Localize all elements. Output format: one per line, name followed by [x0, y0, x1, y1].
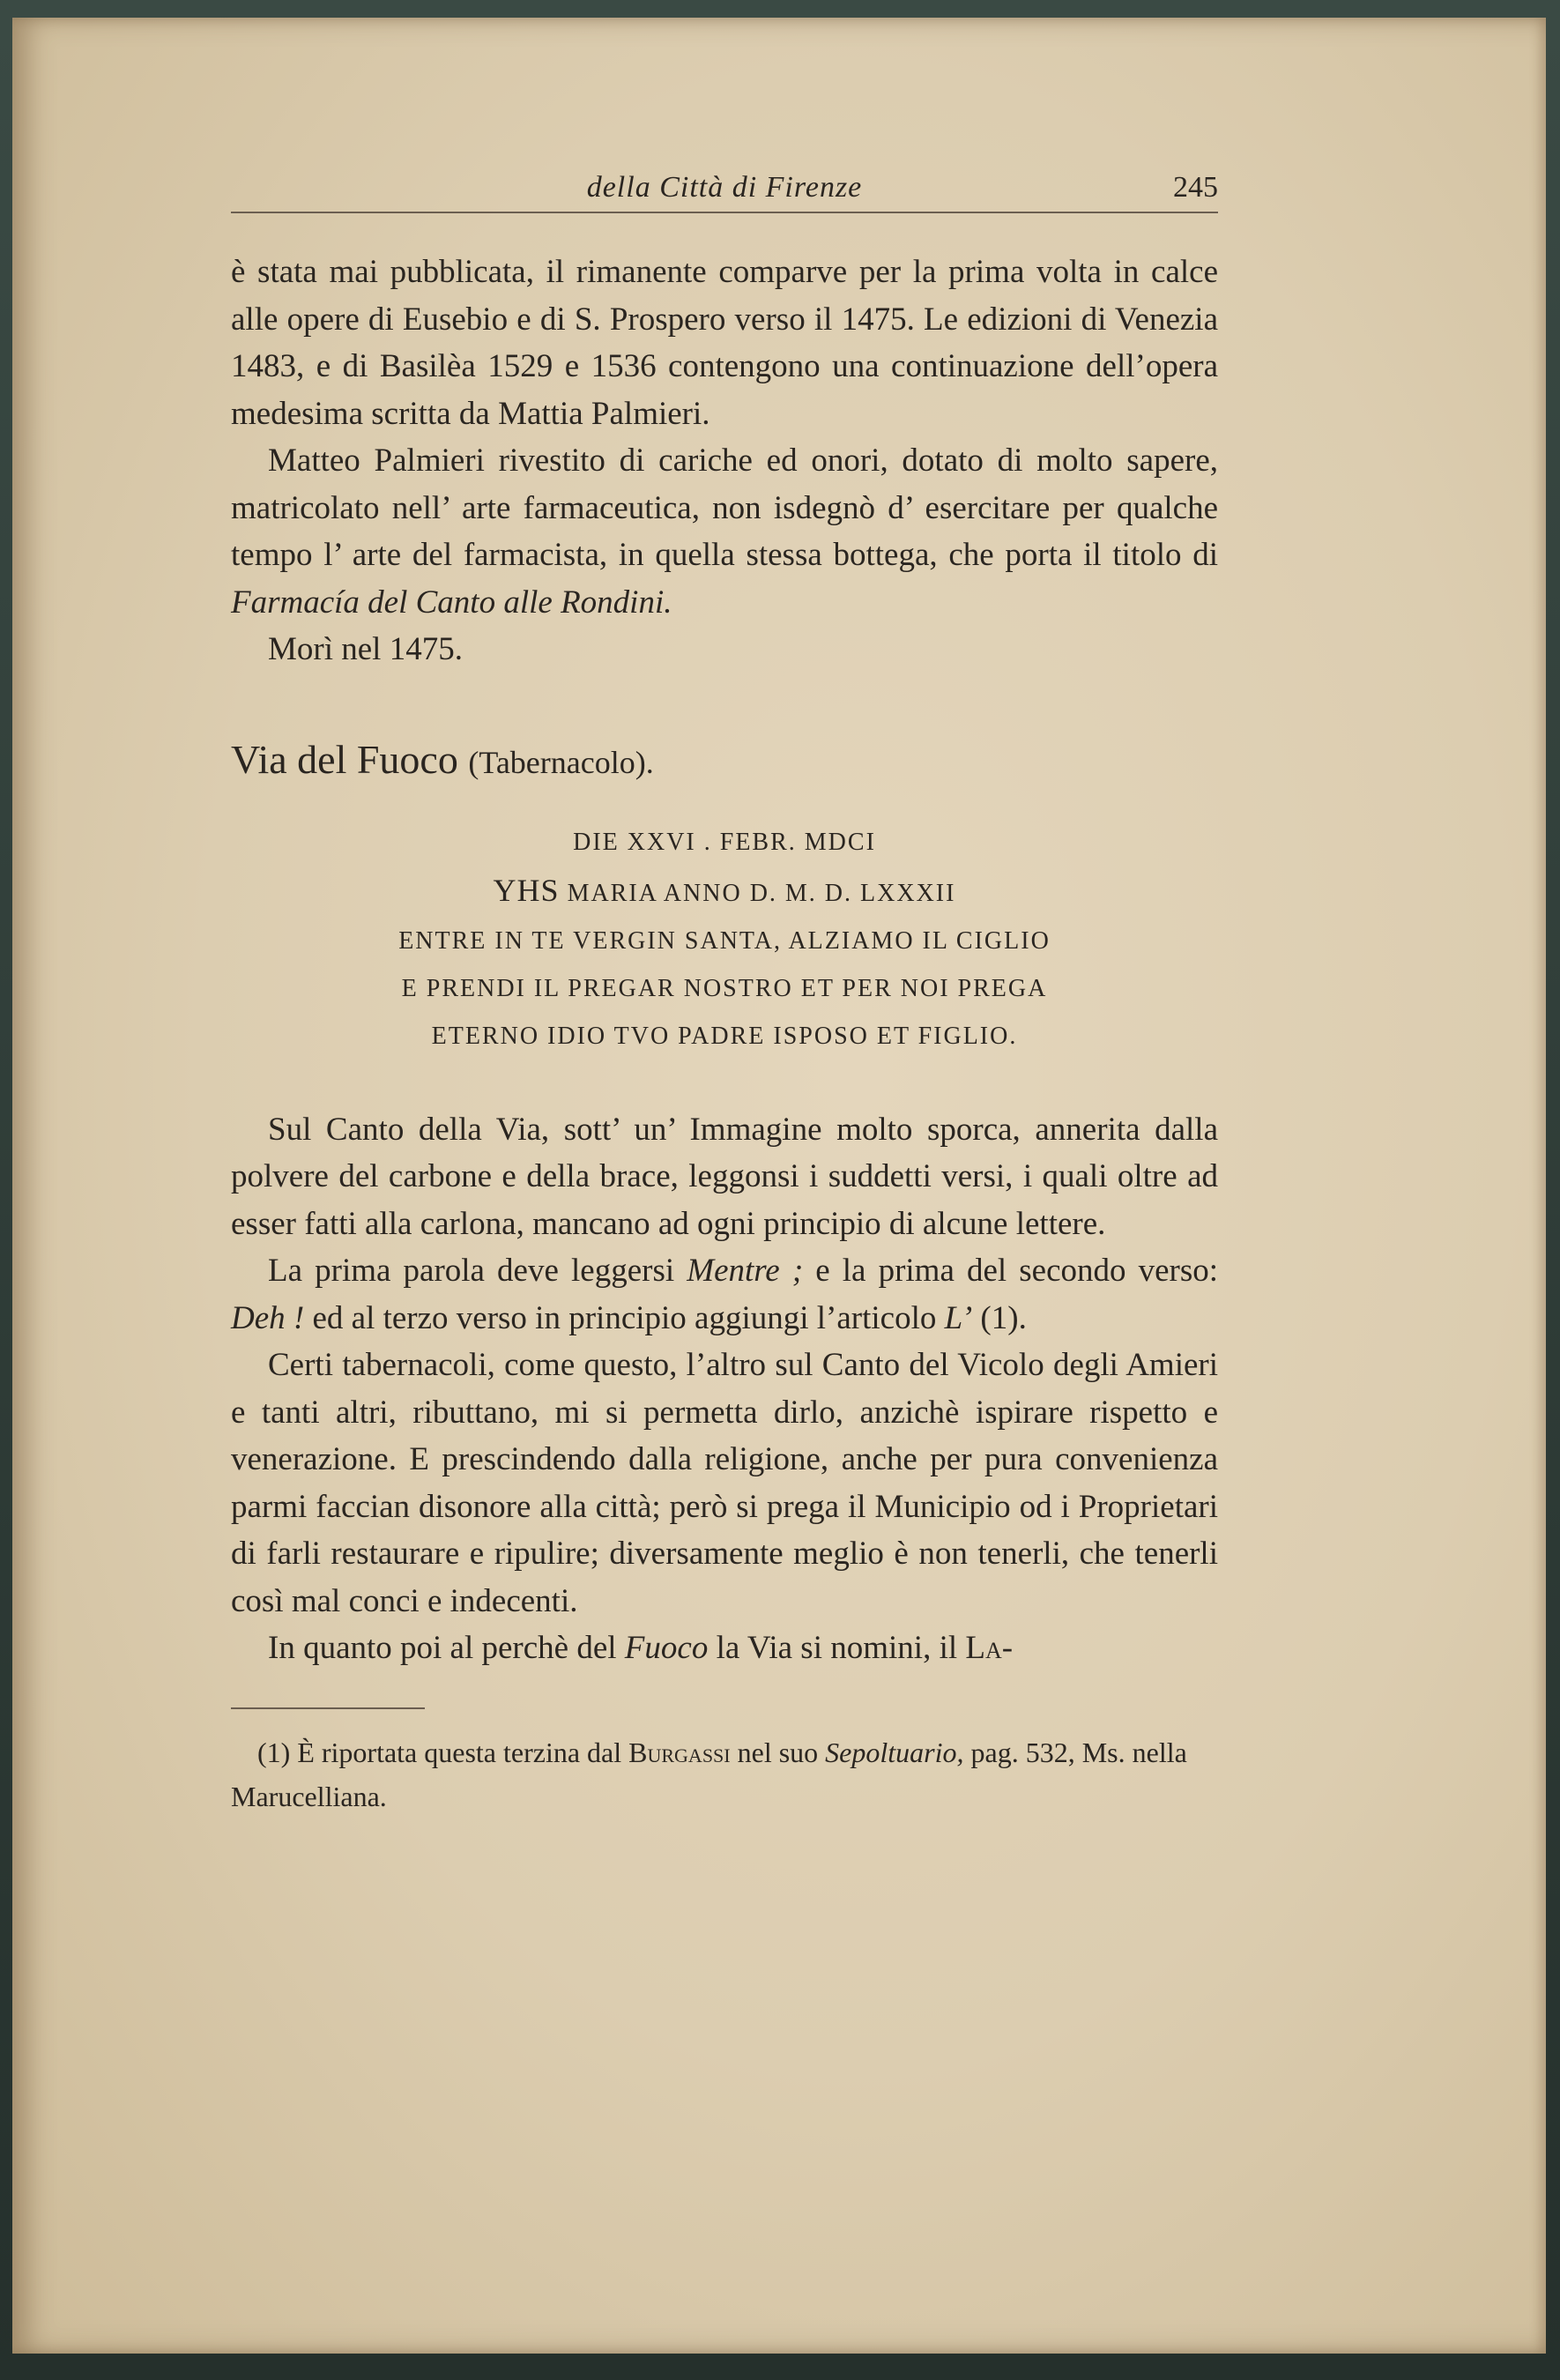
- inscription-yhs: YHS: [493, 872, 560, 908]
- footnote-title: Sepoltuario,: [825, 1736, 964, 1768]
- inscription-line-4: E PRENDI IL PREGAR NOSTRO ET PER NOI PREGA: [401, 974, 1048, 1002]
- footnote-text-c: pag. 532, Ms. nella Marucelliana.: [231, 1736, 1187, 1812]
- running-title: della Città di Firenze: [586, 171, 863, 204]
- inscription-line-1: DIE XXVI . FEBR. MDCI: [573, 828, 876, 856]
- paragraph-7-text-a: In quanto poi al perchè del: [268, 1630, 617, 1666]
- paragraph-5-text-c: ed al terzo verso in principio aggiungi l’articolo: [312, 1299, 937, 1336]
- section-title: Via del Fuoco: [231, 736, 458, 782]
- page-number: 245: [1173, 171, 1218, 204]
- paragraph-7: [231, 1625, 1218, 1672]
- inscription-line-5: ETERNO IDIO TVO PADRE ISPOSO ET FIGLIO.: [431, 1022, 1018, 1050]
- paragraph-7-smallcaps: La-: [965, 1630, 1014, 1666]
- paragraph-5-italic-2: Deh !: [231, 1299, 305, 1336]
- footnote-rule: [231, 1707, 425, 1709]
- inscription: [231, 819, 1218, 1060]
- paragraph-3: Morì nel 1475.: [268, 631, 463, 667]
- paragraph-5-italic-3: L’: [944, 1299, 973, 1336]
- inscription-line-2: [231, 866, 1218, 918]
- paragraph-5-text-d: (1).: [980, 1299, 1027, 1336]
- inscription-line-3: ENTRE IN TE VERGIN SANTA, ALZIAMO IL CIGLIO: [398, 926, 1051, 955]
- inscription-line-2-rest: MARIA ANNO D. M. D. LXXXII: [567, 879, 956, 907]
- footnote: [231, 1730, 1218, 1818]
- book-page: [12, 18, 1546, 2354]
- paragraph-7-italic: Fuoco: [624, 1630, 709, 1666]
- paragraph-1: è stata mai pubblicata, il rimanente comparve per la prima volta in calce alle opere di Eusebio e di S. Prospero verso il 1475. Le edizioni di Venezia 1483, e di Basilèa 1529 e 1536 contengono una continuazione dell’opera medesima scritta da Mattia Palmieri.: [231, 254, 1218, 432]
- text-block: [231, 159, 1218, 1818]
- paragraph-4: Sul Canto della Via, sott’ un’ Immagine molto sporca, annerita dalla polvere del carbone e della brace, leggonsi i suddetti versi, i quali oltre ad esser fatti alla carlona, mancano ad ogni principio di alcune lettere.: [231, 1111, 1218, 1242]
- paragraph-2-text: Matteo Palmieri rivestito di cariche ed onori, dotato di molto sapere, matricolato nell’ arte farmaceutica, non isdegnò d’ esercitare per qualche tempo l’ arte del farmacista, in quella stessa bottega, che porta il titolo di: [231, 443, 1218, 573]
- footnote-text-a: (1) È riportata questa terzina dal: [257, 1736, 622, 1768]
- paragraph-7-text-b: la Via si nomini, il: [716, 1630, 958, 1666]
- section-subtitle: (Tabernacolo).: [468, 744, 654, 780]
- paragraph-5-italic-1: Mentre ;: [687, 1253, 804, 1289]
- section-heading: [231, 735, 1218, 787]
- paragraph-2-italic: Farmacía del Canto alle Rondini.: [231, 584, 672, 621]
- paragraph-2: [231, 437, 1218, 626]
- running-header: [231, 159, 1218, 213]
- footnote-author: Burgassi: [628, 1736, 731, 1768]
- paragraph-5-text-b: e la prima del secondo verso:: [815, 1253, 1219, 1289]
- paragraph-6: Certi tabernacoli, come questo, l’altro sul Canto del Vicolo degli Amieri e tanti altri, ributtano, mi si permetta dirlo, anzichè ispirare rispetto e venerazione. E prescindendo dalla religione, anche per pura convenienza parmi faccian disonore alla città; però si prega il Municipio od i Proprietari di farli restaurare e ripulire; diversamente meglio è non tenerli, che tenerli così mal conci e indecenti.: [231, 1347, 1218, 1619]
- paragraph-5-text-a: La prima parola deve leggersi: [268, 1253, 675, 1289]
- paragraph-5: [231, 1247, 1218, 1342]
- footnote-text-b: nel suo: [737, 1736, 819, 1768]
